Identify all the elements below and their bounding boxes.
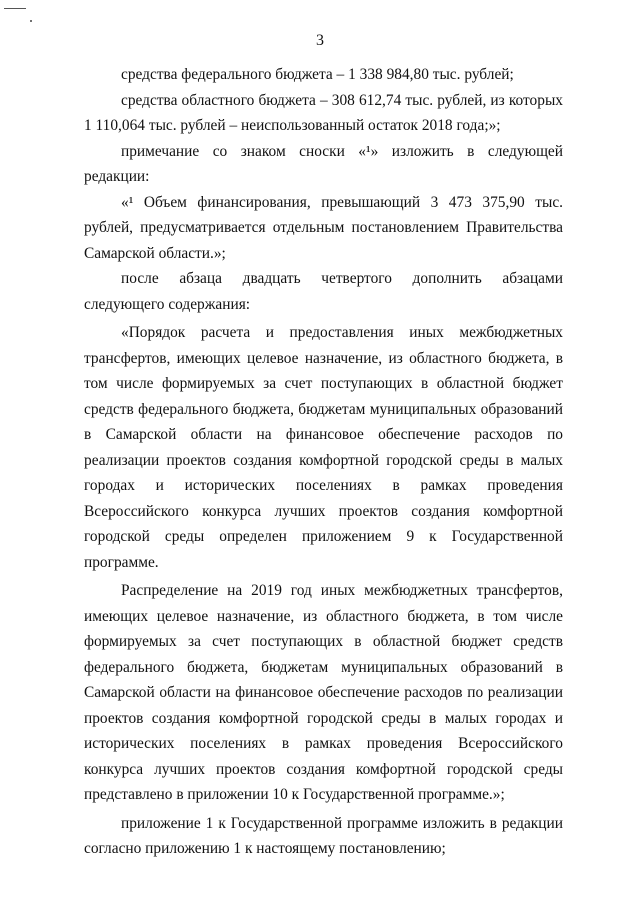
paragraph-distribution: Распределение на 2019 год иных межбюджетных трансфертов, имеющих целевое назначение, из областного бюджета, в том числе формируемых за счет поступающих в областной бюджет средств федерального бюджета, бюджетам муниципальных образований в Самарской области на финансовое обеспечение расходов по реализации проектов создания комфортной городской среды в малых городах и исторических поселениях в рамках проведения Всероссийского конкурса лучших проектов создания комфортной городской среды представлено в приложении 10 к Государственной программе.»; [84, 582, 563, 803]
scan-mark [4, 8, 26, 9]
paragraph-procedure: «Порядок расчета и предоставления иных межбюджетных трансфертов, имеющих целевое назначение, из областного бюджета, в том числе формируемых за счет поступающих в областной бюджет средств федерального бюджета, бюджетам муниципальных образований в Самарской области на финансовое обеспечение расходов по реализации проектов создания комфортной городской среды в малых городах и исторических поселениях в рамках проведения Всероссийского конкурса лучших проектов создания комфортной городской среды определен приложением 9 к Государственной программе. [84, 324, 563, 571]
paragraph-footnote-note: примечание со знаком сноски «¹» изложить в следующей редакции: [84, 142, 563, 185]
paragraph-appendix: приложение 1 к Государственной программе изложить в редакции согласно приложению 1 к настоящему постановлению; [84, 814, 563, 857]
paragraph-footnote-text: «¹ Объем финансирования, превышающий 3 473 375,90 тыс. рублей, предусматривается отдельным постановлением Правительства Самарской области.»; [84, 193, 563, 262]
paragraph-regional-budget: средства областного бюджета – 308 612,74 тыс. рублей, из которых 1 110,064 тыс. рублей – неиспользованный остаток 2018 года;»; [84, 91, 563, 134]
document-body [84, 62, 563, 862]
scan-dot [30, 20, 32, 22]
paragraph-after-clause: после абзаца двадцать четвертого дополнить абзацами следующего содержания: [84, 270, 563, 313]
page-number: 3 [316, 32, 324, 49]
paragraph-federal-budget: средства федерального бюджета – 1 338 984,80 тыс. рублей; [121, 66, 514, 83]
